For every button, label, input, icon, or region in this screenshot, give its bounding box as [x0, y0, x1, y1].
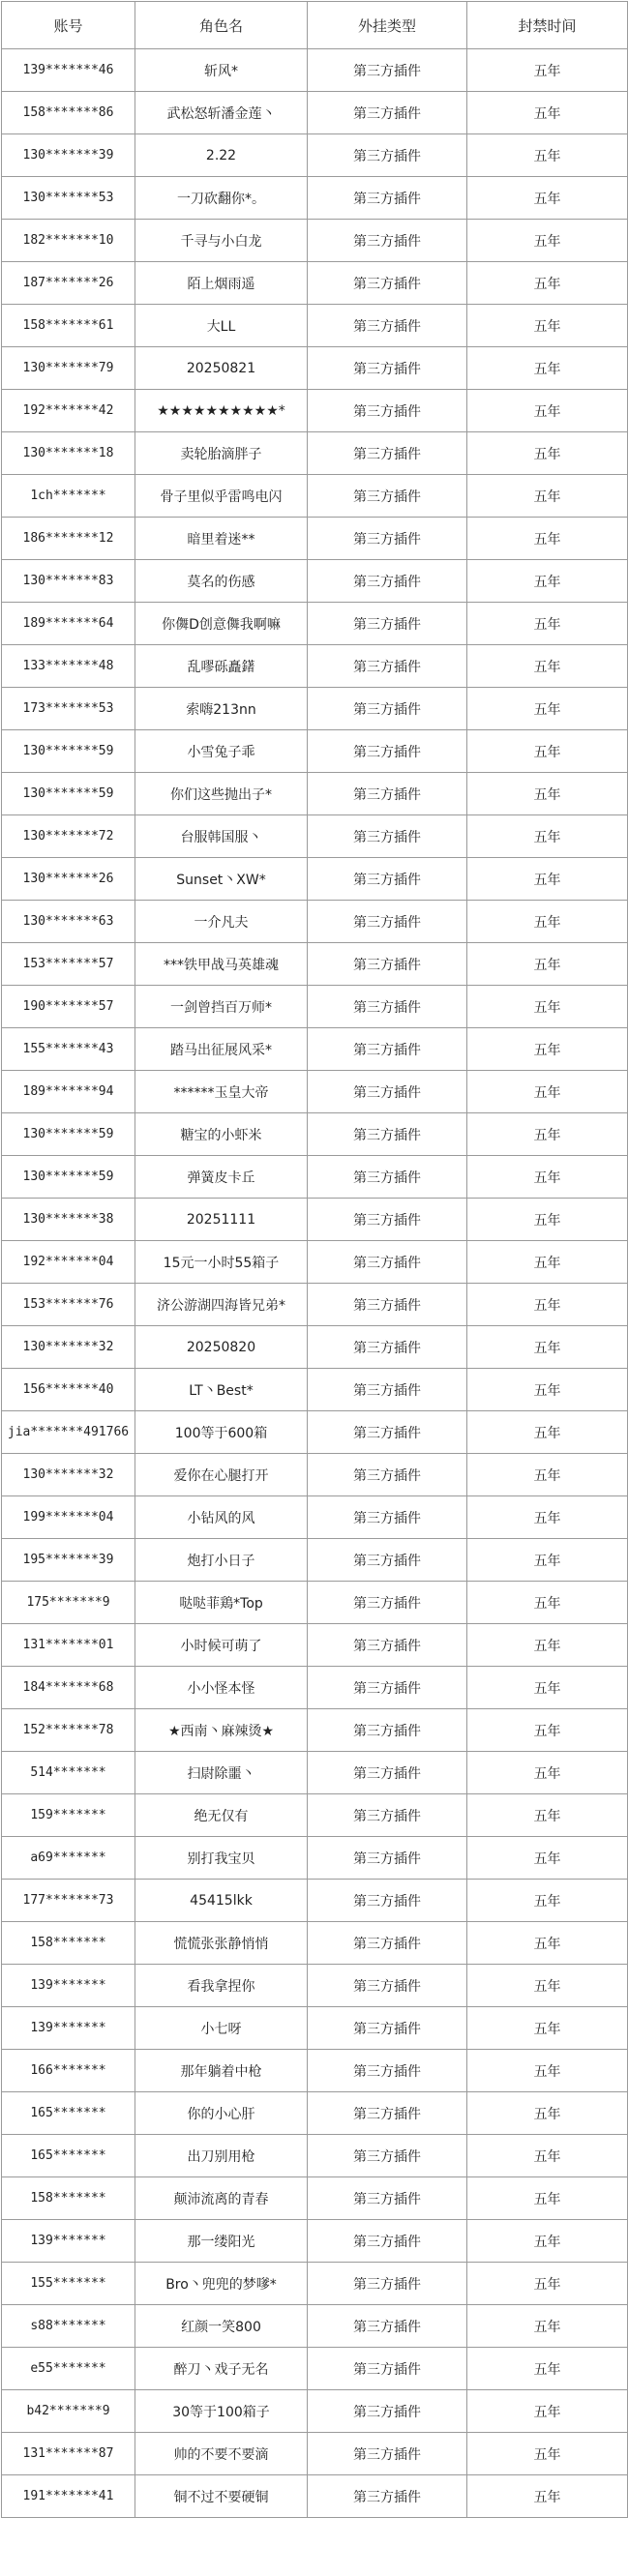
table-row [2, 518, 628, 560]
cell-ban-duration: 五年 [467, 858, 628, 901]
cell-cheat-type: 第三方插件 [308, 858, 467, 901]
cell-account: 130*******63 [2, 901, 135, 943]
cell-account: s88******* [2, 2305, 135, 2348]
cell-role-name: 暗里着迷** [135, 518, 308, 560]
table-row [2, 1241, 628, 1284]
cell-account: 514******* [2, 1752, 135, 1794]
cell-ban-duration: 五年 [467, 1113, 628, 1156]
cell-cheat-type: 第三方插件 [308, 390, 467, 432]
table-row [2, 688, 628, 730]
cell-ban-duration: 五年 [467, 1922, 628, 1965]
table-row [2, 2475, 628, 2518]
cell-cheat-type: 第三方插件 [308, 2007, 467, 2050]
table-row [2, 1539, 628, 1582]
table-row [2, 986, 628, 1028]
cell-role-name: 台服韩国服丶 [135, 815, 308, 858]
table-row [2, 262, 628, 305]
cell-ban-duration: 五年 [467, 815, 628, 858]
cell-cheat-type: 第三方插件 [308, 432, 467, 475]
cell-ban-duration: 五年 [467, 2263, 628, 2305]
cell-account: 130*******59 [2, 773, 135, 815]
table-row [2, 1965, 628, 2007]
cell-account: 182*******10 [2, 220, 135, 262]
cell-role-name: 莫名的伤感 [135, 560, 308, 603]
cell-role-name: 踏马出征展风采* [135, 1028, 308, 1071]
cell-account: 130*******32 [2, 1326, 135, 1369]
cell-role-name: 20250821 [135, 347, 308, 390]
table-row [2, 1454, 628, 1496]
cell-cheat-type: 第三方插件 [308, 986, 467, 1028]
cell-cheat-type: 第三方插件 [308, 1241, 467, 1284]
cell-account: 192*******04 [2, 1241, 135, 1284]
cell-account: 1ch******* [2, 475, 135, 518]
table-row [2, 305, 628, 347]
cell-ban-duration: 五年 [467, 49, 628, 92]
cell-ban-duration: 五年 [467, 1880, 628, 1922]
cell-account: 155******* [2, 2263, 135, 2305]
table-row [2, 815, 628, 858]
table-row [2, 1709, 628, 1752]
cell-cheat-type: 第三方插件 [308, 49, 467, 92]
table-row [2, 560, 628, 603]
cell-role-name: 小时候可萌了 [135, 1624, 308, 1667]
cell-role-name: 武松怒斩潘金莲丶 [135, 92, 308, 134]
cell-cheat-type: 第三方插件 [308, 1624, 467, 1667]
cell-ban-duration: 五年 [467, 1156, 628, 1199]
cell-ban-duration: 五年 [467, 134, 628, 177]
cell-cheat-type: 第三方插件 [308, 2135, 467, 2177]
cell-role-name: 千寻与小白龙 [135, 220, 308, 262]
cell-role-name: Bro丶兜兜的梦嗲* [135, 2263, 308, 2305]
cell-ban-duration: 五年 [467, 1411, 628, 1454]
cell-account: 186*******12 [2, 518, 135, 560]
cell-account: 189*******94 [2, 1071, 135, 1113]
cell-role-name: 别打我宝贝 [135, 1837, 308, 1880]
cell-cheat-type: 第三方插件 [308, 1965, 467, 2007]
cell-cheat-type: 第三方插件 [308, 347, 467, 390]
cell-account: 158*******86 [2, 92, 135, 134]
cell-cheat-type: 第三方插件 [308, 901, 467, 943]
table-row [2, 773, 628, 815]
table-row [2, 1624, 628, 1667]
table-row [2, 2092, 628, 2135]
cell-account: 133*******48 [2, 645, 135, 688]
cell-cheat-type: 第三方插件 [308, 2220, 467, 2263]
cell-ban-duration: 五年 [467, 92, 628, 134]
table-row [2, 2050, 628, 2092]
cell-account: 139******* [2, 2220, 135, 2263]
cell-role-name: 15元一小时55箱子 [135, 1241, 308, 1284]
cell-account: jia*******491766 [2, 1411, 135, 1454]
table-row [2, 1496, 628, 1539]
table-row [2, 1156, 628, 1199]
cell-ban-duration: 五年 [467, 730, 628, 773]
cell-role-name: ★★★★★★★★★★* [135, 390, 308, 432]
cell-cheat-type: 第三方插件 [308, 2433, 467, 2475]
table-row [2, 177, 628, 220]
cell-ban-duration: 五年 [467, 220, 628, 262]
cell-ban-duration: 五年 [467, 2433, 628, 2475]
cell-role-name: 斩风* [135, 49, 308, 92]
cell-account: 187*******26 [2, 262, 135, 305]
cell-account: 130*******59 [2, 730, 135, 773]
cell-ban-duration: 五年 [467, 347, 628, 390]
cell-ban-duration: 五年 [467, 688, 628, 730]
cell-cheat-type: 第三方插件 [308, 1028, 467, 1071]
cell-ban-duration: 五年 [467, 2050, 628, 2092]
table-row [2, 475, 628, 518]
cell-cheat-type: 第三方插件 [308, 1539, 467, 1582]
cell-role-name: 你的小心肝 [135, 2092, 308, 2135]
cell-role-name: 100等于600箱 [135, 1411, 308, 1454]
header-account: 账号 [2, 2, 135, 49]
cell-ban-duration: 五年 [467, 432, 628, 475]
cell-role-name: LT丶Best* [135, 1369, 308, 1411]
cell-role-name: 爱你在心腿打开 [135, 1454, 308, 1496]
cell-account: 130*******59 [2, 1156, 135, 1199]
cell-cheat-type: 第三方插件 [308, 1411, 467, 1454]
table-row [2, 2007, 628, 2050]
cell-cheat-type: 第三方插件 [308, 1496, 467, 1539]
cell-role-name: 济公游湖四海皆兄弟* [135, 1284, 308, 1326]
cell-account: 165******* [2, 2092, 135, 2135]
cell-cheat-type: 第三方插件 [308, 2348, 467, 2390]
cell-cheat-type: 第三方插件 [308, 1199, 467, 1241]
table-row [2, 220, 628, 262]
cell-cheat-type: 第三方插件 [308, 1582, 467, 1624]
cell-account: b42*******9 [2, 2390, 135, 2433]
cell-ban-duration: 五年 [467, 1965, 628, 2007]
cell-cheat-type: 第三方插件 [308, 1794, 467, 1837]
cell-cheat-type: 第三方插件 [308, 2050, 467, 2092]
cell-ban-duration: 五年 [467, 1071, 628, 1113]
cell-role-name: 小雪兔子乖 [135, 730, 308, 773]
cell-cheat-type: 第三方插件 [308, 1284, 467, 1326]
table-row [2, 1284, 628, 1326]
cell-ban-duration: 五年 [467, 943, 628, 986]
cell-cheat-type: 第三方插件 [308, 177, 467, 220]
cell-account: 158******* [2, 1922, 135, 1965]
table-row [2, 1837, 628, 1880]
cell-cheat-type: 第三方插件 [308, 262, 467, 305]
header-row [2, 2, 628, 49]
cell-role-name: 索嗨213nn [135, 688, 308, 730]
cell-role-name: 醉刀丶戏子无名 [135, 2348, 308, 2390]
table-row [2, 1922, 628, 1965]
cell-role-name: 慌慌张张静悄悄 [135, 1922, 308, 1965]
cell-ban-duration: 五年 [467, 901, 628, 943]
table-row [2, 1880, 628, 1922]
table-row [2, 1071, 628, 1113]
cell-account: 130*******72 [2, 815, 135, 858]
cell-account: 195*******39 [2, 1539, 135, 1582]
table-header [2, 2, 628, 49]
cell-cheat-type: 第三方插件 [308, 1454, 467, 1496]
table-body [2, 49, 628, 2518]
cell-role-name: 扫尉除噩丶 [135, 1752, 308, 1794]
cell-account: 184*******68 [2, 1667, 135, 1709]
cell-cheat-type: 第三方插件 [308, 1752, 467, 1794]
cell-account: 192*******42 [2, 390, 135, 432]
cell-role-name: 小小怪本怪 [135, 1667, 308, 1709]
header-role-name: 角色名 [135, 2, 308, 49]
cell-ban-duration: 五年 [467, 475, 628, 518]
cell-role-name: 看我拿捏你 [135, 1965, 308, 2007]
cell-cheat-type: 第三方插件 [308, 1369, 467, 1411]
table-row [2, 603, 628, 645]
cell-cheat-type: 第三方插件 [308, 2475, 467, 2518]
table-row [2, 2177, 628, 2220]
cell-ban-duration: 五年 [467, 1667, 628, 1709]
cell-account: 130*******18 [2, 432, 135, 475]
cell-ban-duration: 五年 [467, 518, 628, 560]
table-row [2, 2433, 628, 2475]
ban-list-table [1, 1, 628, 2518]
cell-account: 153*******76 [2, 1284, 135, 1326]
cell-ban-duration: 五年 [467, 2475, 628, 2518]
cell-cheat-type: 第三方插件 [308, 1880, 467, 1922]
cell-role-name: 哒哒菲鶏*Top [135, 1582, 308, 1624]
cell-cheat-type: 第三方插件 [308, 92, 467, 134]
table-row [2, 1794, 628, 1837]
cell-account: 130*******83 [2, 560, 135, 603]
table-row [2, 2220, 628, 2263]
cell-cheat-type: 第三方插件 [308, 2390, 467, 2433]
cell-account: 139******* [2, 1965, 135, 2007]
cell-account: 190*******57 [2, 986, 135, 1028]
cell-ban-duration: 五年 [467, 645, 628, 688]
cell-account: 139******* [2, 2007, 135, 2050]
cell-ban-duration: 五年 [467, 2177, 628, 2220]
cell-role-name: 弹簧皮卡丘 [135, 1156, 308, 1199]
table-row [2, 92, 628, 134]
cell-ban-duration: 五年 [467, 2305, 628, 2348]
cell-account: 130*******53 [2, 177, 135, 220]
cell-role-name: 一剑曾挡百万师* [135, 986, 308, 1028]
cell-ban-duration: 五年 [467, 262, 628, 305]
cell-cheat-type: 第三方插件 [308, 688, 467, 730]
cell-cheat-type: 第三方插件 [308, 1922, 467, 1965]
cell-cheat-type: 第三方插件 [308, 305, 467, 347]
cell-role-name: 大LL [135, 305, 308, 347]
table-row [2, 1411, 628, 1454]
cell-role-name: 陌上烟雨遥 [135, 262, 308, 305]
cell-ban-duration: 五年 [467, 1496, 628, 1539]
table-row [2, 1667, 628, 1709]
cell-ban-duration: 五年 [467, 1284, 628, 1326]
cell-ban-duration: 五年 [467, 1028, 628, 1071]
cell-ban-duration: 五年 [467, 1199, 628, 1241]
cell-account: 130*******38 [2, 1199, 135, 1241]
cell-cheat-type: 第三方插件 [308, 220, 467, 262]
cell-ban-duration: 五年 [467, 603, 628, 645]
table-row [2, 390, 628, 432]
cell-account: 152*******78 [2, 1709, 135, 1752]
cell-ban-duration: 五年 [467, 2135, 628, 2177]
table-row [2, 858, 628, 901]
table-row [2, 2305, 628, 2348]
cell-cheat-type: 第三方插件 [308, 645, 467, 688]
cell-role-name: 小七呀 [135, 2007, 308, 2050]
cell-ban-duration: 五年 [467, 560, 628, 603]
cell-cheat-type: 第三方插件 [308, 943, 467, 986]
cell-cheat-type: 第三方插件 [308, 2092, 467, 2135]
table-row [2, 1582, 628, 1624]
cell-ban-duration: 五年 [467, 1582, 628, 1624]
cell-role-name: 红颜一笑800 [135, 2305, 308, 2348]
cell-role-name: 那一缕阳光 [135, 2220, 308, 2263]
cell-role-name: 糖宝的小虾米 [135, 1113, 308, 1156]
cell-account: 139*******46 [2, 49, 135, 92]
cell-role-name: 骨子里似乎雷鸣电闪 [135, 475, 308, 518]
cell-cheat-type: 第三方插件 [308, 730, 467, 773]
table-row [2, 1028, 628, 1071]
cell-ban-duration: 五年 [467, 1752, 628, 1794]
cell-account: 153*******57 [2, 943, 135, 986]
cell-account: 158*******61 [2, 305, 135, 347]
cell-role-name: 出刀别用枪 [135, 2135, 308, 2177]
cell-ban-duration: 五年 [467, 305, 628, 347]
cell-cheat-type: 第三方插件 [308, 1326, 467, 1369]
cell-account: a69******* [2, 1837, 135, 1880]
cell-account: 130*******26 [2, 858, 135, 901]
table-row [2, 1752, 628, 1794]
table-row [2, 730, 628, 773]
table-row [2, 2135, 628, 2177]
cell-cheat-type: 第三方插件 [308, 518, 467, 560]
cell-role-name: 你们这些抛出子* [135, 773, 308, 815]
cell-role-name: 炮打小日子 [135, 1539, 308, 1582]
cell-account: 166******* [2, 2050, 135, 2092]
cell-account: 173*******53 [2, 688, 135, 730]
cell-ban-duration: 五年 [467, 2220, 628, 2263]
cell-role-name: 一刀砍翻你*。 [135, 177, 308, 220]
cell-role-name: 颠沛流离的青春 [135, 2177, 308, 2220]
cell-account: 131*******87 [2, 2433, 135, 2475]
cell-account: 189*******64 [2, 603, 135, 645]
cell-ban-duration: 五年 [467, 1369, 628, 1411]
cell-role-name: 30等于100箱子 [135, 2390, 308, 2433]
cell-role-name: 20251111 [135, 1199, 308, 1241]
table-row [2, 2263, 628, 2305]
cell-ban-duration: 五年 [467, 986, 628, 1028]
table-row [2, 1326, 628, 1369]
cell-account: 158******* [2, 2177, 135, 2220]
cell-account: e55******* [2, 2348, 135, 2390]
cell-cheat-type: 第三方插件 [308, 1709, 467, 1752]
cell-cheat-type: 第三方插件 [308, 1071, 467, 1113]
cell-role-name: ******玉皇大帝 [135, 1071, 308, 1113]
table-row [2, 901, 628, 943]
cell-role-name: 20250820 [135, 1326, 308, 1369]
cell-account: 130*******59 [2, 1113, 135, 1156]
cell-ban-duration: 五年 [467, 1794, 628, 1837]
cell-ban-duration: 五年 [467, 1837, 628, 1880]
cell-ban-duration: 五年 [467, 2348, 628, 2390]
cell-cheat-type: 第三方插件 [308, 603, 467, 645]
cell-ban-duration: 五年 [467, 1241, 628, 1284]
cell-role-name: 乱嘐砾矗鐯 [135, 645, 308, 688]
cell-role-name: 你儛D创意儛我啊嘛 [135, 603, 308, 645]
table-row [2, 1369, 628, 1411]
cell-account: 130*******32 [2, 1454, 135, 1496]
cell-ban-duration: 五年 [467, 1454, 628, 1496]
header-cheat-type: 外挂类型 [308, 2, 467, 49]
cell-role-name: 卖轮胎滴胖子 [135, 432, 308, 475]
table-row [2, 943, 628, 986]
table-row [2, 645, 628, 688]
table-row [2, 347, 628, 390]
cell-ban-duration: 五年 [467, 2092, 628, 2135]
cell-account: 130*******79 [2, 347, 135, 390]
cell-ban-duration: 五年 [467, 773, 628, 815]
cell-cheat-type: 第三方插件 [308, 560, 467, 603]
cell-role-name: 2.22 [135, 134, 308, 177]
cell-ban-duration: 五年 [467, 177, 628, 220]
cell-cheat-type: 第三方插件 [308, 2263, 467, 2305]
cell-role-name: 帅的不要不要滴 [135, 2433, 308, 2475]
header-ban-duration: 封禁时间 [467, 2, 628, 49]
cell-account: 156*******40 [2, 1369, 135, 1411]
table-row [2, 432, 628, 475]
cell-role-name: 45415lkk [135, 1880, 308, 1922]
cell-cheat-type: 第三方插件 [308, 815, 467, 858]
cell-ban-duration: 五年 [467, 1539, 628, 1582]
cell-account: 130*******39 [2, 134, 135, 177]
cell-role-name: Sunset丶XW* [135, 858, 308, 901]
table-row [2, 2390, 628, 2433]
cell-ban-duration: 五年 [467, 1624, 628, 1667]
cell-ban-duration: 五年 [467, 390, 628, 432]
cell-cheat-type: 第三方插件 [308, 2177, 467, 2220]
cell-ban-duration: 五年 [467, 1326, 628, 1369]
cell-cheat-type: 第三方插件 [308, 1667, 467, 1709]
table-row [2, 1113, 628, 1156]
cell-cheat-type: 第三方插件 [308, 2305, 467, 2348]
cell-account: 131*******01 [2, 1624, 135, 1667]
cell-role-name: 小钻风的风 [135, 1496, 308, 1539]
table-row [2, 134, 628, 177]
cell-role-name: 绝无仅有 [135, 1794, 308, 1837]
cell-role-name: 铜不过不要硬铜 [135, 2475, 308, 2518]
cell-ban-duration: 五年 [467, 2007, 628, 2050]
cell-account: 159******* [2, 1794, 135, 1837]
cell-cheat-type: 第三方插件 [308, 773, 467, 815]
cell-account: 175*******9 [2, 1582, 135, 1624]
cell-cheat-type: 第三方插件 [308, 134, 467, 177]
cell-cheat-type: 第三方插件 [308, 1156, 467, 1199]
cell-ban-duration: 五年 [467, 1709, 628, 1752]
cell-role-name: ***铁甲战马英雄魂 [135, 943, 308, 986]
cell-role-name: 一介凡夫 [135, 901, 308, 943]
cell-account: 155*******43 [2, 1028, 135, 1071]
cell-role-name: ★西南丶麻辣烫★ [135, 1709, 308, 1752]
table-row [2, 2348, 628, 2390]
cell-cheat-type: 第三方插件 [308, 1113, 467, 1156]
cell-role-name: 那年躺着中枪 [135, 2050, 308, 2092]
table-row [2, 1199, 628, 1241]
cell-account: 165******* [2, 2135, 135, 2177]
cell-cheat-type: 第三方插件 [308, 1837, 467, 1880]
table-row [2, 49, 628, 92]
cell-account: 191*******41 [2, 2475, 135, 2518]
cell-ban-duration: 五年 [467, 2390, 628, 2433]
cell-cheat-type: 第三方插件 [308, 475, 467, 518]
cell-account: 177*******73 [2, 1880, 135, 1922]
cell-account: 199*******04 [2, 1496, 135, 1539]
